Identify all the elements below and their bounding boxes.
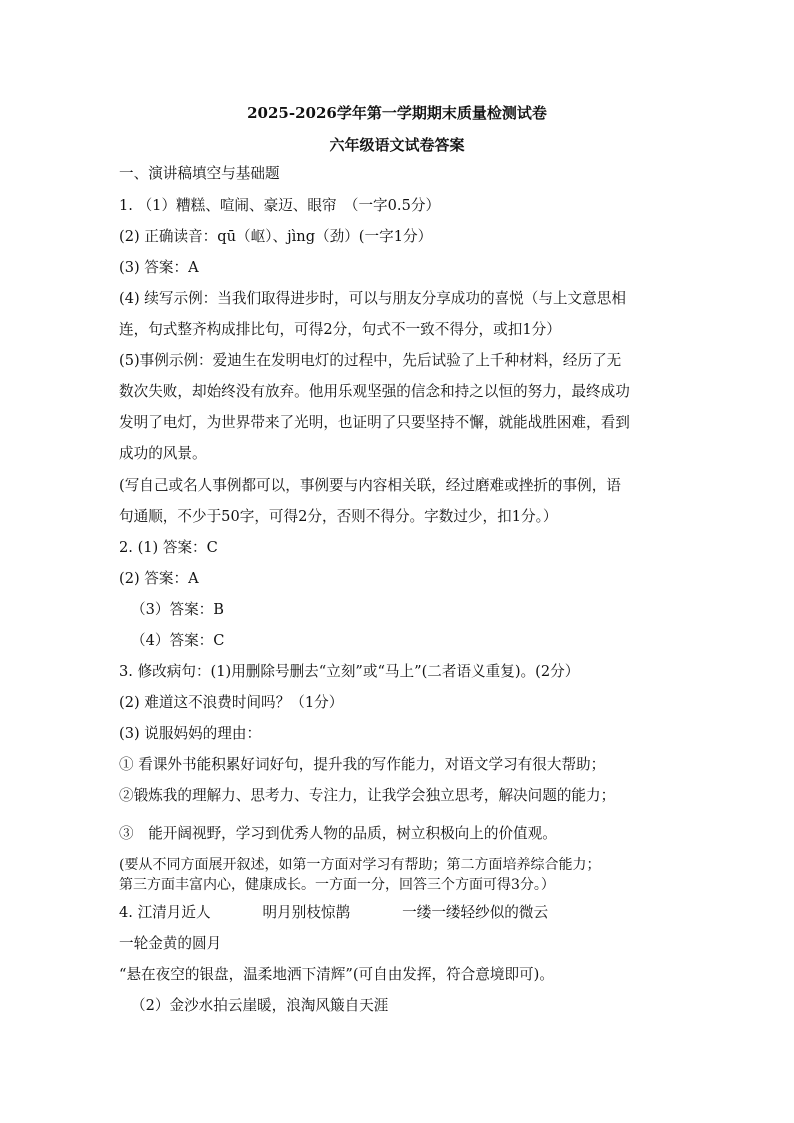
answer-line: 连，句式整齐构成排比句，可得2分，句式不一致不得分，或扣1分） [119,321,561,338]
answer-line: “悬在夜空的银盘，温柔地洒下清辉”(可自由发挥，符合意境即可)。 [119,966,554,983]
q4-answer-c: 一缕一缕轻纱似的微云 [402,904,549,921]
answer-line: （4）答案：C [131,632,225,649]
q4-answer-a: 4. 江清月近人 [119,904,211,921]
answer-line: (3) 说服妈妈的理由： [119,725,262,742]
answer-line: 成功的风景。 [119,445,207,462]
exam-subtitle: 六年级语文试卷答案 [329,136,465,154]
answer-line: (2) 答案：A [119,570,199,587]
answer-line: 一轮金黄的圆月 [119,935,222,952]
answer-line: ① 看课外书能积累好词好句，提升我的写作能力，对语文学习有很大帮助； [119,756,606,773]
answer-line: 句通顺，不少于50字，可得2分，否则不得分。字数过少，扣1分。） [119,508,558,525]
answer-line: 3. 修改病句：(1)用删除号删去“立刻”或“马上”(二者语义重复)。(2分） [119,663,580,680]
answer-line: (要从不同方面展开叙述，如第一方面对学习有帮助；第二方面培养综合能力； [119,857,601,873]
answer-line: 2. (1) 答案：C [119,539,218,556]
answer-line: （3）答案：B [131,601,224,618]
q4-answer-row [119,903,548,923]
answer-line: (2) 正确读音：qū（岖）、jìng（劲）(一字1分） [119,228,433,245]
answer-line: （2）金沙水拍云崖暖，浪淘风簸自天涯 [131,997,389,1014]
answer-line: 发明了电灯，为世界带来了光明，也证明了只要坚持不懈，就能战胜困难，看到 [119,414,630,431]
answer-line: 数次失败，却始终没有放弃。他用乐观坚强的信念和持之以恒的努力，最终成功 [119,383,630,400]
q4-answer-b: 明月别枝惊鹊 [262,904,351,921]
answer-line: ②锻炼我的理解力、思考力、专注力，让我学会独立思考，解决问题的能力； [119,787,616,804]
answer-line: (2) 难道这不浪费时间吗？（1分） [119,694,344,711]
answer-line: 1. （1）糟糕、喧闹、豪迈、眼帘 （一字0.5分） [119,197,441,214]
answer-line: (4) 续写示例：当我们取得进步时，可以与朋友分享成功的喜悦（与上文意思相 [119,290,626,307]
answer-line: (3) 答案：A [119,259,199,276]
answer-line: 第三方面丰富内心，健康成长。一方面一分，回答三个方面可得3分。） [119,877,555,893]
answer-line: ③ 能开阔视野，学习到优秀人物的品质，树立积极向上的价值观。 [119,825,557,842]
answer-line: (写自己或名人事例都可以，事例要与内容相关联，经过磨难或挫折的事例，语 [119,477,621,494]
answer-line: (5)事例示例：爱迪生在发明电灯的过程中，先后试验了上千种材料，经历了无 [119,352,622,369]
section-heading: 一、演讲稿填空与基础题 [119,165,280,182]
exam-title: 2025-2026学年第一学期期末质量检测试卷 [247,104,547,122]
